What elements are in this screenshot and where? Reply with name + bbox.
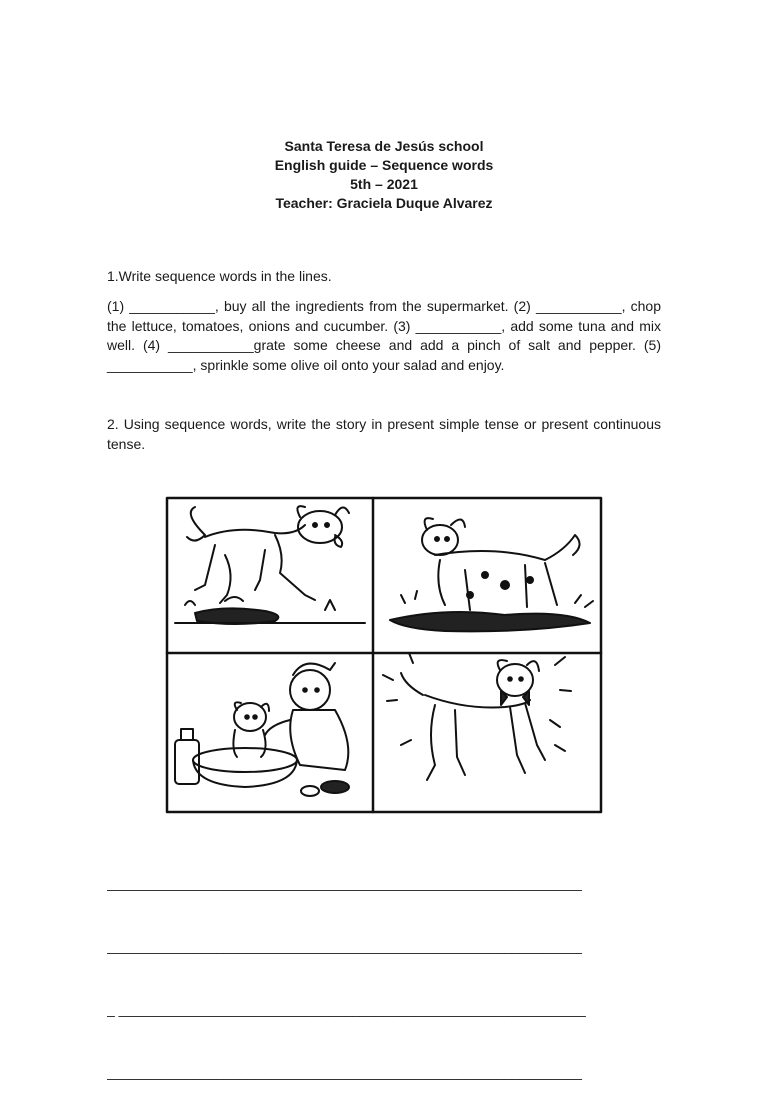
panel-2-muddy-dog [390, 518, 593, 631]
school-name: Santa Teresa de Jesús school [284, 138, 484, 154]
answer-line[interactable]: _ ____________________________________________________________ [107, 1001, 586, 1017]
answer-lines[interactable] [107, 831, 663, 1104]
panel-1-running-dog [175, 506, 365, 624]
grade-year: 5th – 2021 [350, 176, 418, 192]
answer-line[interactable]: _____________________________________________________________ [107, 1064, 582, 1080]
answer-line[interactable]: _____________________________________________________________ [107, 875, 582, 891]
teacher-name: Teacher: Graciela Duque Alvarez [275, 195, 493, 211]
question-1-title: 1.Write sequence words in the lines. [107, 268, 332, 284]
guide-title: English guide – Sequence words [274, 157, 494, 173]
answer-line[interactable]: _____________________________________________________________ [107, 938, 582, 954]
question-1-text: (1) ___________, buy all the ingredients from the supermarket. (2) ___________, chop the lettuce, tomatoes, onions and cucumber. (3) ___________, add some tuna and mix well. (4) ___________grate some cheese and add a pinch of salt and pepper. (5) ___________, sprinkle some olive oil onto your salad and enjoy. [107, 298, 661, 373]
document-header [0, 137, 768, 213]
dog-story-illustration [165, 495, 605, 815]
panel-3-dog-bath [175, 663, 349, 796]
panel-4-clean-dog [383, 653, 571, 780]
question-2-text: 2. Using sequence words, write the story in present simple tense or present continuous tense. [107, 416, 661, 452]
